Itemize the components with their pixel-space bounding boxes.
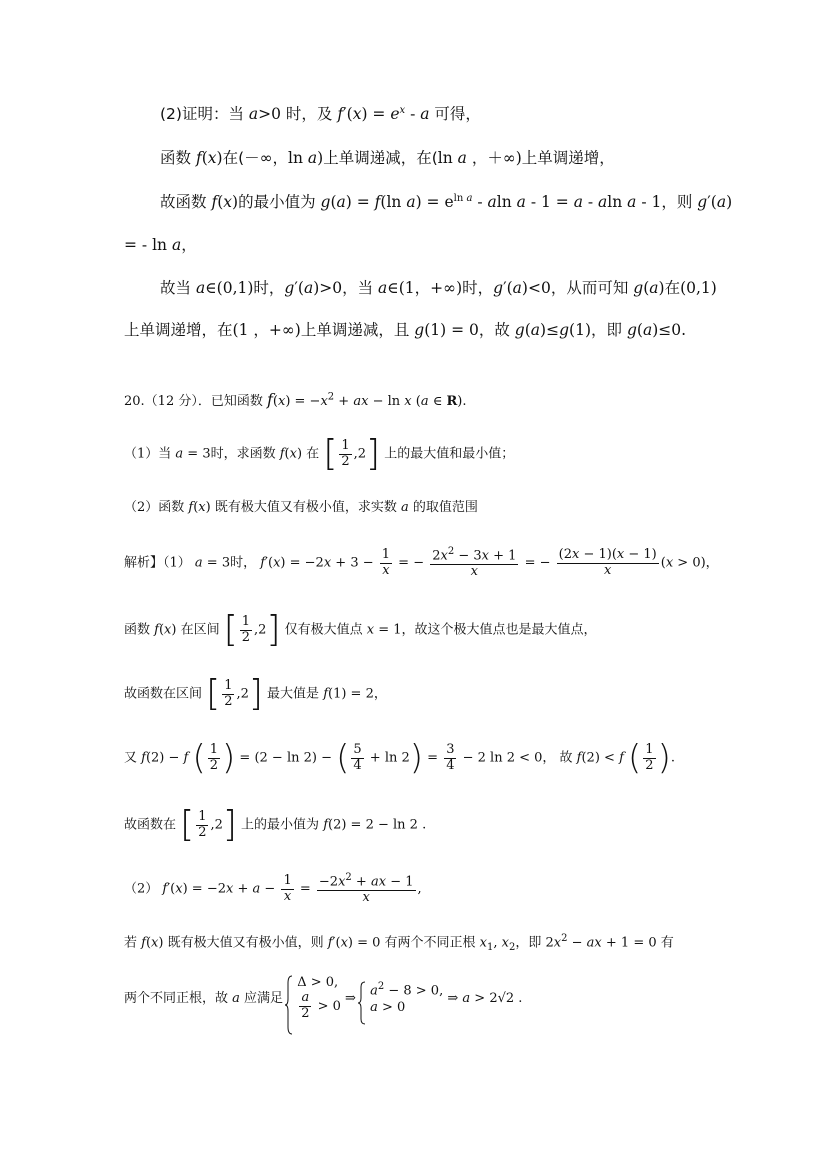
sol-line-7: 若 f(x) 既有极大值又有极小值，则 f′(x) = 0 有两个不同正根 $x_1$, $x_2$，即 $2x^2$ − ax + 1 = 0 有 <box>124 933 674 953</box>
proof-line-1: (2)证明：当 a>0 时，及 $f'(x) = e^x - a$ 可得， <box>160 105 481 124</box>
sol-line-8: 两个不同正根，故 a 应满足 Δ > 0, $\frac{a}{2}$ > 0 ⇒ $a^2 - 8 > 0$, a > 0 ⇒ a > 2√2 . <box>124 975 522 1022</box>
proof-line-3: 故函数 f(x)的最小值为 g(a) = f(ln $a) = e^{ln a} - aln$ a - 1 = a - aln a - 1，则 g′(a) <box>160 193 733 212</box>
sol-line-2: 函数 f(x) 在区间 [ $\frac{1}{2}$ ,2] 仅有极大值点 x = 1，故这个极大值点也是最大值点， <box>124 609 597 650</box>
proof-line-6: 上单调递增，在(1 ，+∞)上单调递减，且 g(1) = 0，故 g(a)≤g(1)，即 g(a)≤0. <box>124 321 687 339</box>
proof-line-5: 故当 a∈(0,1)时，g′(a)>0，当 a∈(1，+∞)时，g′(a)<0，从而可知 g(a)在(0,1) <box>160 279 717 297</box>
sol-line-4: 又 f(2) − f ( $\frac{1}{2}$ ) = (2 − ln 2) − ( $\frac{5}{4}$ + ln 2) = $\frac{3}{4}$ − 2 ln 2 < 0， 故 f(2) < f ( $\frac{1}{2}$ ). <box>124 738 675 778</box>
q20-part2: （2）函数 f(x) 既有极大值又有极小值，求实数 a 的取值范围 <box>124 500 478 515</box>
system-2: $a^2 - 8 > 0$, a > 0 <box>360 981 443 1016</box>
sol-line-1: 解析】（1） a = 3时， f′(x) = −2x + 3 − $\frac{1}{x}$ = − $\frac{2x^2 - 3x + 1}{x}$ = − $\frac{(2x - 1)(x - 1)}{x}$ (x > 0)， <box>124 546 719 580</box>
sol-line-5: 故函数在 [ $\frac{1}{2}$ ,2] 上的最小值为 f(2) = 2 − ln 2 . <box>124 804 427 845</box>
q20-part1: （1）当 a = 3时，求函数 f(x) 在 [ $\frac{1}{2}$ ,2] 上的最大值和最小值； <box>124 433 515 474</box>
sol-line-6: （2） f′(x) = −2x + a − $\frac{1}{x}$ = $\frac{-2x^2 + ax - 1}{x}$ , <box>124 872 422 906</box>
system-1: Δ > 0, $\frac{a}{2}$ > 0 <box>287 975 341 1022</box>
sol-line-3: 故函数在区间 [ $\frac{1}{2}$ ,2] 最大值是 f(1) = 2， <box>124 673 387 714</box>
q20-heading: 20.（12 分）．已知函数 $f(x) = -x^2$ + ax − ln x (a ∈ R). <box>124 390 467 409</box>
proof-line-4: = - ln a， <box>124 236 197 254</box>
proof-line-2: 函数 f(x)在(－∞，ln a)上单调递减，在(ln a ，＋∞)上单调递增， <box>160 149 615 167</box>
